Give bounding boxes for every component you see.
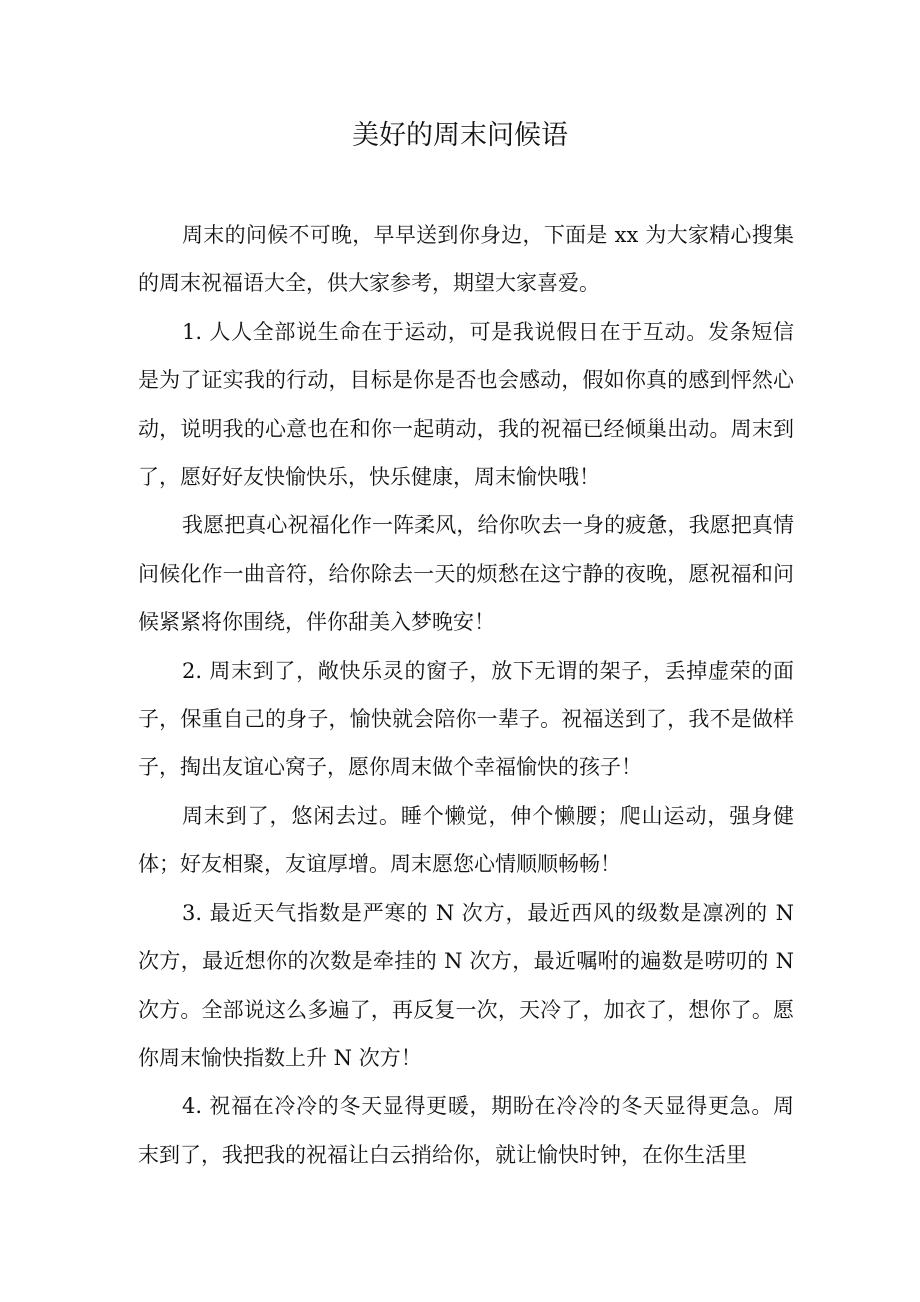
greeting-paragraph-1b: 我愿把真心祝福化作一阵柔风，给你吹去一身的疲惫，我愿把真情问候化作一曲音符，给你除去一天的烦愁在这宁静的夜晚，愿祝福和问候紧紧将你围绕，伴你甜美入梦晚安！ <box>138 513 794 635</box>
intro-paragraph: 周末的问候不可晚，早早送到你身边，下面是 xx 为大家精心搜集的周末祝福语大全，供大家参考，期望大家喜爱。 <box>138 223 794 296</box>
greeting-paragraph-2b: 周末到了，悠闲去过。睡个懒觉，伸个懒腰；爬山运动，强身健体；好友相聚，友谊厚增。周末愿您心情顺顺畅畅！ <box>138 803 794 877</box>
greeting-paragraph-2: 2. 周末到了，敞快乐灵的窗子，放下无谓的架子，丢掉虚荣的面子，保重自己的身子，愉快就会陪你一辈子。祝福送到了，我不是做样子，掏出友谊心窝子，愿你周末做个幸福愉快的孩子！ <box>138 658 794 780</box>
document-title: 美好的周末问候语 <box>352 120 568 151</box>
greeting-paragraph-3: 3. 最近天气指数是严寒的 N 次方，最近西风的级数是凛冽的 N 次方，最近想你的次数是牵挂的 N 次方，最近嘱咐的遍数是唠叨的 N 次方。全部说这么多遍了，再反复一次，天冷了，加衣了，想你了。愿你周末愉快指数上升 N 次方！ <box>138 900 794 1070</box>
greeting-paragraph-1: 1. 人人全部说生命在于运动，可是我说假日在于互动。发条短信是为了证实我的行动，目标是你是否也会感动，假如你真的感到怦然心动，说明我的心意也在和你一起萌动，我的祝福已经倾巢出动。周末到了，愿好好友快愉快乐，快乐健康，周末愉快哦！ <box>138 319 794 490</box>
document-body <box>138 211 794 1179</box>
greeting-paragraph-4: 4. 祝福在冷冷的冬天显得更暖，期盼在冷冷的冬天显得更急。周末到了，我把我的祝福让白云捎给你，就让愉快时钟，在你生活里 <box>138 1094 794 1167</box>
